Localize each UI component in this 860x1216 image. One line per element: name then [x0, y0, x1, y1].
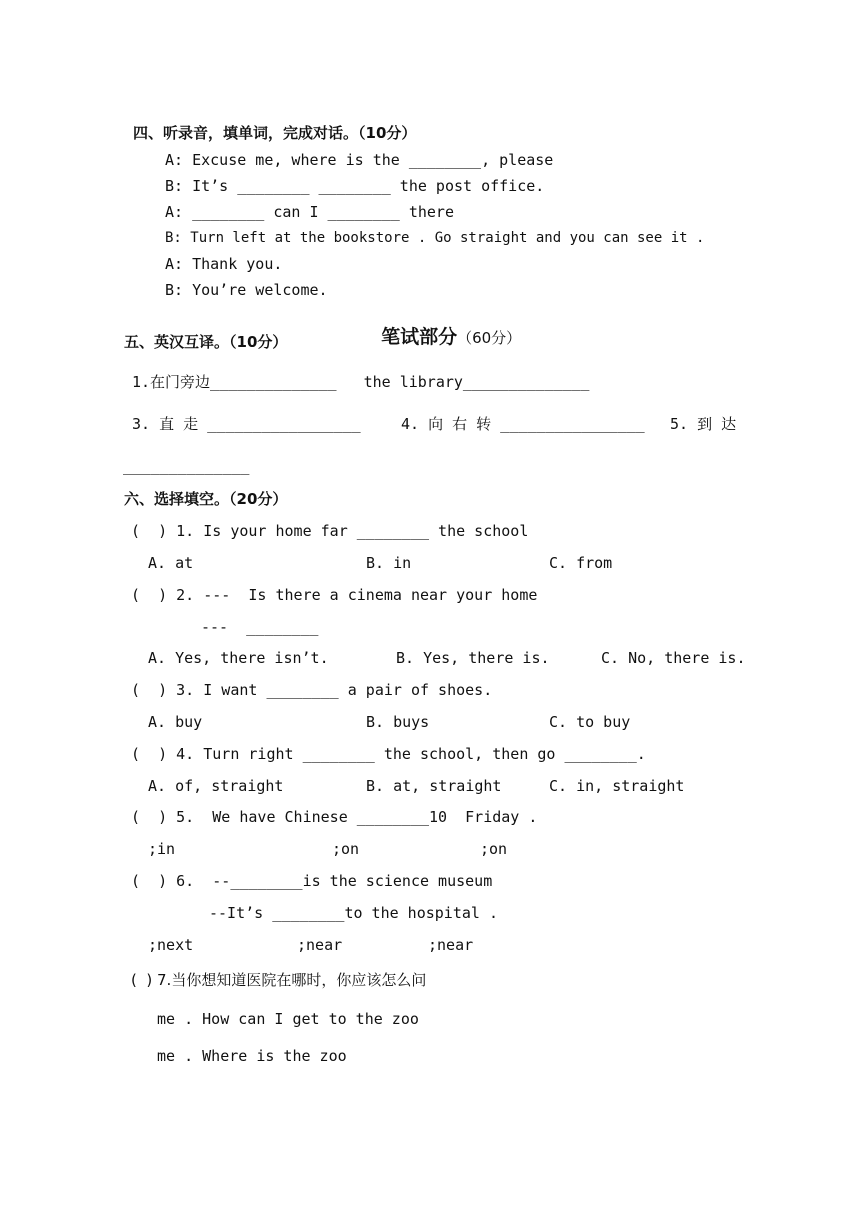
section4-heading: 四、听录音，填单词，完成对话。（10分） [133, 124, 417, 142]
question-6-reply: --It’s ________to the hospital . [209, 904, 498, 922]
q4-option-b: B. at, straight [366, 777, 502, 795]
dialogue-line: A: Excuse me, where is the ________, please [165, 151, 554, 169]
q3-option-b: B. buys [366, 713, 430, 731]
dialogue-line: A: Thank you. [165, 255, 283, 273]
written-part-score: （60分） [457, 329, 522, 347]
q5-option-a: ;in [148, 840, 176, 858]
q4-option-a: A. of, straight [148, 777, 284, 795]
translation-item-4: 4. 向 右 转 ________________ [401, 415, 645, 433]
question-3: ( ) 3. I want ________ a pair of shoes. [131, 681, 493, 699]
q1-option-c: C. from [549, 554, 613, 572]
section6-heading: 六、选择填空。（20分） [124, 490, 288, 508]
dialogue-line: A: ________ can I ________ there [165, 203, 454, 221]
question-2-reply: --- ________ [201, 618, 319, 636]
q2-option-a: A. Yes, there isn’t. [148, 649, 329, 667]
question-4: ( ) 4. Turn right ________ the school, then go ________. [131, 745, 646, 763]
written-part-title-row [363, 298, 521, 351]
q5-option-c: ;on [480, 840, 508, 858]
q3-option-c: C. to buy [549, 713, 631, 731]
q6-option-b: ;near [297, 936, 343, 954]
dialogue-line: B: It’s ________ ________ the post office. [165, 177, 545, 195]
translation-row-1: 1.在门旁边______________ the library______________ [132, 373, 590, 391]
question-6: ( ) 6. --________is the science museum [131, 872, 493, 890]
translation-row-3: ______________ [123, 457, 250, 475]
q1-option-a: A. at [148, 554, 194, 572]
q2-option-b: B. Yes, there is. [396, 649, 550, 667]
question-5: ( ) 5. We have Chinese ________10 Friday . [131, 808, 538, 826]
question-7: ( ) 7.当你想知道医院在哪时，你应该怎么问 [131, 971, 427, 989]
translation-item-3: 3. 直 走 _________________ [132, 415, 361, 433]
q6-option-c: ;near [428, 936, 474, 954]
q7-option-a: me . How can I get to the zoo [157, 1010, 419, 1028]
dialogue-line: B: Turn left at the bookstore . Go straight and you can see it . [165, 230, 705, 246]
q4-option-c: C. in, straight [549, 777, 685, 795]
written-part-title: 笔试部分 [381, 326, 458, 348]
q3-option-a: A. buy [148, 713, 203, 731]
q7-option-b: me . Where is the zoo [157, 1047, 347, 1065]
question-1: ( ) 1. Is your home far ________ the school [131, 522, 529, 540]
q5-option-b: ;on [332, 840, 360, 858]
section5-heading: 五、英汉互译。（10分） [124, 333, 288, 351]
question-2: ( ) 2. --- Is there a cinema near your home [131, 586, 538, 604]
dialogue-line: B: You’re welcome. [165, 281, 328, 299]
q2-option-c: C. No, there is. [601, 649, 746, 667]
translation-item-5: 5. 到 达 [670, 415, 737, 433]
q6-option-a: ;next [148, 936, 194, 954]
q1-option-b: B. in [366, 554, 412, 572]
